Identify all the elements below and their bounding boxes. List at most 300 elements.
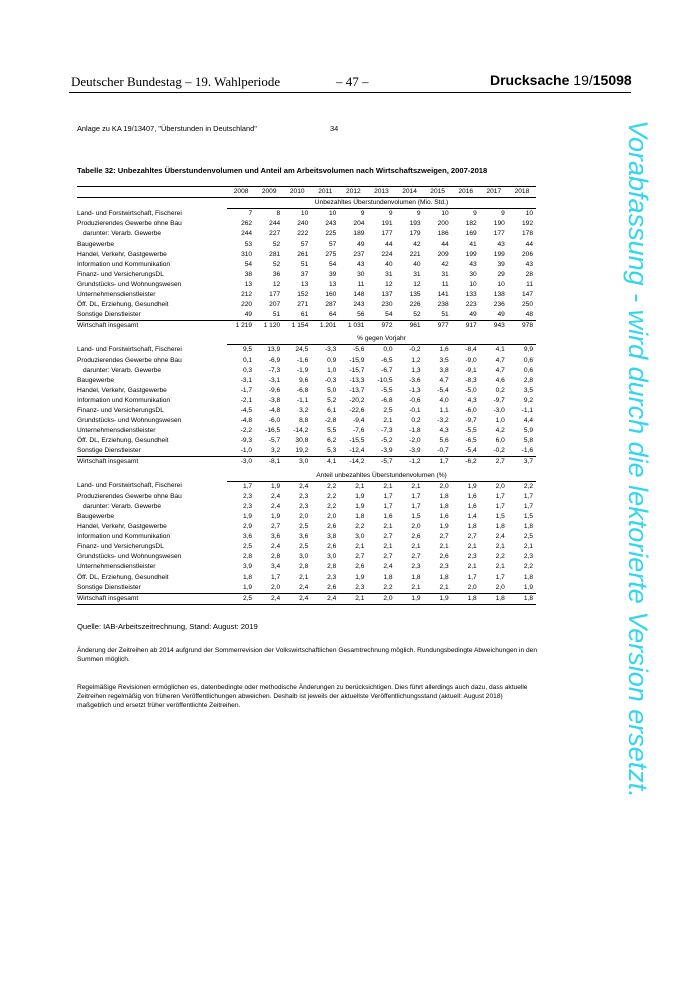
value-cell: 1,0 [327, 366, 337, 374]
row-label: Sonstige Dienstleister [77, 583, 141, 591]
value-cell: -5,5 [381, 386, 393, 394]
row-label: Information und Kommunikation [77, 533, 171, 541]
value-cell: 40 [413, 260, 421, 268]
value-cell: -6,7 [381, 366, 393, 374]
table-row [77, 270, 536, 280]
value-cell: 1,8 [411, 573, 421, 581]
value-cell: -7,3 [381, 427, 393, 435]
value-cell: 182 [465, 220, 477, 228]
value-cell: 19,2 [295, 447, 309, 455]
row-label: Unternehmensdienstleister [77, 563, 156, 571]
value-cell: 4,3 [439, 427, 449, 435]
value-cell: 2,2 [383, 583, 393, 591]
value-cell: 2,1 [299, 573, 309, 581]
value-cell: 9,5 [242, 346, 253, 354]
value-cell: 43 [469, 260, 477, 268]
table-row [77, 239, 536, 249]
row-label: Wirtschaft insgesamt [77, 321, 227, 332]
table-row [77, 446, 536, 457]
value-cell: 4,7 [495, 356, 505, 364]
row-label: Produzierendes Gewerbe ohne Bau [77, 356, 182, 364]
value-cell: 2,2 [327, 482, 337, 490]
value-cell: 1,7 [495, 502, 505, 510]
value-cell: 56 [357, 311, 365, 319]
value-cell: 5,0 [327, 386, 337, 394]
value-cell: 31 [413, 270, 421, 278]
value-cell: -2,1 [240, 396, 253, 404]
value-cell: -1,1 [296, 396, 309, 404]
value-cell: 1,7 [383, 492, 393, 500]
value-cell: 4,6 [495, 376, 505, 384]
value-cell: 243 [353, 301, 365, 309]
value-cell: 2,1 [467, 543, 477, 551]
value-cell: 1 031 [339, 321, 367, 332]
value-cell: 1,9 [439, 523, 449, 531]
value-cell: 1,9 [355, 573, 365, 581]
value-cell: 137 [381, 290, 393, 298]
value-cell: 225 [325, 230, 337, 238]
value-cell: 1,8 [523, 573, 533, 581]
value-cell: 206 [521, 250, 533, 258]
value-cell: 2,3 [355, 583, 365, 591]
value-cell: -6,0 [465, 407, 477, 415]
row-label: darunter: Verarb. Gewerbe [83, 230, 162, 238]
value-cell: 237 [353, 250, 365, 258]
value-cell: 36 [272, 270, 281, 278]
value-cell: 6,0 [495, 437, 505, 445]
value-cell: 135 [409, 290, 421, 298]
table-row [77, 300, 536, 310]
section-heading: Unbezahltes Überstundenvolumen (Mio. Std.) [227, 198, 536, 209]
value-cell: 2,1 [339, 593, 367, 604]
value-cell: 1,2 [411, 356, 421, 364]
value-cell: 1,9 [242, 583, 253, 591]
value-cell: 223 [465, 301, 477, 309]
value-cell: 28 [525, 270, 533, 278]
value-cell: 287 [325, 301, 337, 309]
row-label: Baugewerbe [77, 512, 115, 520]
value-cell: -3,1 [240, 376, 253, 384]
value-cell: 0,2 [411, 417, 421, 425]
value-cell: 2,3 [327, 573, 337, 581]
value-cell: 2,7 [383, 533, 393, 541]
value-cell: 1,7 [523, 492, 533, 500]
value-cell: 972 [367, 321, 395, 332]
value-cell: 31 [441, 270, 449, 278]
value-cell: 1,8 [480, 593, 508, 604]
value-cell: 191 [381, 220, 393, 228]
value-cell: 2,8 [523, 376, 533, 384]
value-cell: 2,7 [383, 553, 393, 561]
value-cell: 2,7 [411, 553, 421, 561]
value-cell: 224 [381, 250, 393, 258]
value-cell: 1,9 [467, 482, 477, 490]
row-label: Land- und Forstwirtschaft, Fischerei [77, 346, 182, 354]
value-cell: 49 [244, 311, 253, 319]
value-cell: 2,1 [495, 543, 505, 551]
table-row [77, 290, 536, 300]
value-cell: -3,2 [437, 417, 449, 425]
header-label-cell [77, 187, 227, 198]
table-row [77, 219, 536, 229]
value-cell: -20,2 [349, 396, 365, 404]
value-cell: 271 [297, 301, 309, 309]
table-row [77, 532, 536, 542]
value-cell: 44 [385, 240, 393, 248]
year-header: 2010 [283, 187, 311, 198]
value-cell: -15,7 [349, 366, 365, 374]
section-heading-row [77, 198, 536, 209]
value-cell: 236 [493, 301, 505, 309]
value-cell: 2,2 [495, 553, 505, 561]
row-label: Grundstücks- und Wohnungswesen [77, 553, 182, 561]
value-cell: 3,6 [299, 533, 309, 541]
value-cell: 238 [437, 301, 449, 309]
value-cell: 49 [357, 240, 365, 248]
value-cell: 2,3 [242, 492, 253, 500]
value-cell: 192 [521, 220, 533, 228]
value-cell: -9,1 [465, 366, 477, 374]
section-heading-spacer [77, 471, 227, 482]
table-row [77, 376, 536, 386]
header-doc-number-a: 19/ [569, 72, 593, 88]
value-cell: 54 [244, 260, 253, 268]
footnote-revision: Änderung der Zeitreihen ab 2014 aufgrund der Sommerrevision der Volkswirtschaftlichen Gesamtrechnung möglich. Rundungsbedingte Abweichungen in den Summen möglich. [77, 647, 538, 663]
value-cell: -14,2 [339, 457, 367, 468]
row-label: Finanz- und VersicherungsDL [77, 407, 164, 415]
value-cell: 3,0 [327, 553, 337, 561]
value-cell: -3,0 [227, 457, 255, 468]
value-cell: 4,0 [439, 396, 449, 404]
year-header: 2008 [227, 187, 255, 198]
table-row [77, 386, 536, 396]
value-cell: 189 [353, 230, 365, 238]
value-cell: 1,6 [467, 492, 477, 500]
value-cell: 2,2 [523, 482, 533, 490]
value-cell: -9,3 [240, 437, 253, 445]
header-divider [69, 92, 631, 93]
value-cell: 10 [441, 210, 449, 218]
value-cell: -0,3 [324, 376, 337, 384]
value-cell: 2,5 [242, 543, 253, 551]
value-cell: 6,2 [327, 437, 337, 445]
value-cell: 54 [385, 311, 393, 319]
value-cell: 3,0 [283, 457, 311, 468]
value-cell: 222 [297, 230, 309, 238]
value-cell: 2,2 [523, 563, 533, 571]
value-cell: 152 [297, 290, 309, 298]
row-label: Unternehmensdienstleister [77, 427, 156, 435]
footnote-revisions-policy: Regelmäßige Revisionen ermöglichen es, datenbedingte oder methodische Änderungen zu berücksichtigen. Dies führt allerdings auch dazu, dass aktuelle Zeitreihen regelmäßig von früheren Veröffentlichungen abweichen. Deshalb ist jeweils der aktuellste Veröffentlichungsstand (aktuell: August 2018) maßgeblich und ersetzt früher veröffentlichte Zeitreihen. [77, 684, 528, 709]
value-cell: 1,8 [508, 593, 536, 604]
value-cell: 0,6 [523, 366, 533, 374]
value-cell: 3,5 [439, 356, 449, 364]
value-cell: 1,7 [523, 502, 533, 510]
value-cell: -4,8 [268, 407, 281, 415]
value-cell: 39 [497, 260, 505, 268]
value-cell: 227 [269, 230, 281, 238]
value-cell: 30 [469, 270, 477, 278]
value-cell: -5,7 [268, 437, 281, 445]
value-cell: 200 [437, 220, 449, 228]
value-cell: 10 [525, 210, 533, 218]
value-cell: 4,3 [467, 396, 477, 404]
table-title: Tabelle 32: Unbezahltes Überstundenvolumen und Anteil am Arbeitsvolumen nach Wirtschaftszweigen, 2007-2018 [77, 166, 488, 175]
value-cell: -4,5 [240, 407, 253, 415]
value-cell: 2,6 [355, 563, 365, 571]
value-cell: -3,3 [324, 346, 337, 354]
value-cell: -2,8 [324, 417, 337, 425]
value-cell: 3,6 [242, 533, 253, 541]
value-cell: 186 [437, 230, 449, 238]
value-cell: 1,9 [242, 512, 253, 520]
value-cell: 40 [385, 260, 393, 268]
table-row [77, 562, 536, 572]
value-cell: 1.201 [311, 321, 339, 332]
value-cell: -1,2 [396, 457, 424, 468]
value-cell: 1,8 [452, 593, 480, 604]
value-cell: 2,2 [327, 502, 337, 510]
value-cell: 2,1 [383, 543, 393, 551]
section-heading-row [77, 471, 536, 482]
value-cell: 1,6 [439, 346, 449, 354]
value-cell: 2,1 [495, 563, 505, 571]
value-cell: 212 [241, 290, 253, 298]
value-cell: 230 [381, 301, 393, 309]
value-cell: 3,2 [299, 407, 309, 415]
value-cell: 204 [353, 220, 365, 228]
row-label: Land- und Forstwirtschaft, Fischerei [77, 482, 182, 490]
value-cell: 2,7 [271, 523, 281, 531]
value-cell: 52 [413, 311, 421, 319]
value-cell: 54 [329, 260, 337, 268]
value-cell: 0,1 [242, 356, 253, 364]
value-cell: 1,4 [467, 512, 477, 520]
table-row [77, 502, 536, 512]
row-label: Grundstücks- und Wohnungswesen [77, 280, 182, 288]
value-cell: 9,9 [523, 346, 533, 354]
value-cell: 2,0 [327, 512, 337, 520]
value-cell: 2,1 [411, 543, 421, 551]
row-label: Öff. DL, Erziehung, Gesundheit [77, 437, 169, 445]
value-cell: 2,1 [523, 543, 533, 551]
value-cell: -5,6 [353, 346, 365, 354]
value-cell: 4,2 [495, 427, 505, 435]
value-cell: -9,0 [465, 356, 477, 364]
value-cell: 281 [269, 250, 281, 258]
section-heading-spacer [77, 334, 227, 345]
value-cell: 160 [325, 290, 337, 298]
table-row [77, 481, 536, 492]
value-cell: -16,5 [265, 427, 281, 435]
value-cell: 138 [493, 290, 505, 298]
value-cell: 10 [329, 210, 337, 218]
value-cell: 2,4 [383, 563, 393, 571]
table-row [77, 321, 536, 332]
row-label: Land- und Forstwirtschaft, Fischerei [77, 209, 182, 217]
value-cell: 2,0 [299, 512, 309, 520]
value-cell: -9,7 [465, 417, 477, 425]
table-row [77, 260, 536, 270]
value-cell: 11 [441, 280, 449, 288]
value-cell: 52 [272, 240, 281, 248]
year-header: 2013 [367, 187, 395, 198]
table-row [77, 356, 536, 366]
value-cell: 13 [244, 280, 253, 288]
value-cell: 1,9 [523, 583, 533, 591]
value-cell: 177 [493, 230, 505, 238]
value-cell: -15,5 [349, 437, 365, 445]
year-header: 2018 [508, 187, 536, 198]
value-cell: 61 [300, 311, 309, 319]
row-label: Produzierendes Gewerbe ohne Bau [77, 220, 182, 228]
value-cell: 917 [452, 321, 480, 332]
value-cell: 42 [441, 260, 449, 268]
year-header: 2016 [452, 187, 480, 198]
value-cell: -3,1 [268, 376, 281, 384]
value-cell: 3,5 [523, 386, 533, 394]
value-cell: 1,9 [355, 492, 365, 500]
value-cell: 1,8 [495, 523, 505, 531]
table-row [77, 406, 536, 416]
value-cell: -0,2 [493, 447, 505, 455]
value-cell: 53 [244, 240, 253, 248]
value-cell: -9,4 [353, 417, 365, 425]
value-cell: 2,8 [299, 563, 309, 571]
year-header: 2012 [339, 187, 367, 198]
value-cell: -6,8 [381, 396, 393, 404]
value-cell: -6,5 [465, 437, 477, 445]
value-cell: 57 [329, 240, 337, 248]
value-cell: 2,1 [439, 543, 449, 551]
value-cell: 1,8 [439, 492, 449, 500]
value-cell: -9,6 [268, 386, 281, 394]
value-cell: 1,8 [355, 512, 365, 520]
row-label: Finanz- und VersicherungsDL [77, 543, 164, 551]
value-cell: 2,3 [411, 563, 421, 571]
annex-page-number: 34 [330, 124, 339, 133]
value-cell: 1,1 [439, 407, 449, 415]
value-cell: 1,7 [271, 573, 281, 581]
value-cell: -13,3 [349, 376, 365, 384]
value-cell: 5,8 [523, 437, 533, 445]
value-cell: 2,5 [523, 533, 533, 541]
value-cell: 2,2 [327, 492, 337, 500]
value-cell: 2,1 [383, 523, 393, 531]
value-cell: -3,9 [381, 447, 393, 455]
value-cell: -22,6 [349, 407, 365, 415]
value-cell: 240 [297, 220, 309, 228]
value-cell: 7 [248, 210, 253, 218]
value-cell: 49 [497, 311, 505, 319]
value-cell: 2,3 [467, 553, 477, 561]
value-cell: 12 [385, 280, 393, 288]
value-cell: 2,0 [271, 583, 281, 591]
value-cell: 244 [269, 220, 281, 228]
value-cell: 41 [469, 240, 477, 248]
value-cell: 2,1 [355, 482, 365, 490]
value-cell: 0,9 [327, 356, 337, 364]
value-cell: 961 [396, 321, 424, 332]
value-cell: 179 [409, 230, 421, 238]
value-cell: 57 [300, 240, 309, 248]
value-cell: 2,0 [495, 482, 505, 490]
value-cell: 11 [526, 280, 533, 288]
value-cell: -5,4 [437, 386, 449, 394]
row-label: Handel, Verkehr, Gastgewerbe [77, 386, 167, 394]
value-cell: 190 [493, 220, 505, 228]
value-cell: 2,6 [327, 583, 337, 591]
value-cell: 2,4 [299, 583, 309, 591]
value-cell: 1 154 [283, 321, 311, 332]
section-heading: Anteil unbezahltes Überstundenvolumen (%) [227, 471, 536, 482]
value-cell: 10 [300, 210, 309, 218]
value-cell: 275 [325, 250, 337, 258]
value-cell: -1,9 [296, 366, 309, 374]
value-cell: 10 [469, 280, 477, 288]
data-table-container [77, 186, 536, 605]
value-cell: -10,5 [377, 376, 393, 384]
value-cell: 1,3 [411, 366, 421, 374]
value-cell: 2,7 [467, 533, 477, 541]
value-cell: 12 [413, 280, 421, 288]
value-cell: 2,4 [299, 482, 309, 490]
value-cell: 11 [357, 280, 365, 288]
value-cell: -2,2 [240, 427, 253, 435]
value-cell: 178 [521, 230, 533, 238]
value-cell: 9 [501, 210, 505, 218]
value-cell: 51 [300, 260, 309, 268]
value-cell: 2,6 [327, 523, 337, 531]
value-cell: 243 [325, 220, 337, 228]
value-cell: 2,2 [355, 523, 365, 531]
value-cell: 8 [276, 210, 281, 218]
value-cell: -6,9 [268, 356, 281, 364]
value-cell: 4,1 [311, 457, 339, 468]
value-cell: 2,9 [242, 523, 253, 531]
value-cell: 13,9 [267, 346, 281, 354]
value-cell: 5,9 [523, 427, 533, 435]
value-cell: -0,2 [409, 346, 421, 354]
value-cell: 43 [525, 260, 533, 268]
value-cell: 199 [465, 250, 477, 258]
row-label: Wirtschaft insgesamt [77, 593, 227, 604]
value-cell: 4,1 [495, 346, 505, 354]
value-cell: 147 [521, 290, 533, 298]
table-row [77, 229, 536, 239]
value-cell: 2,4 [271, 492, 281, 500]
value-cell: 250 [521, 301, 533, 309]
value-cell: 2,7 [480, 457, 508, 468]
value-cell: 52 [272, 260, 281, 268]
value-cell: 1,7 [411, 492, 421, 500]
value-cell: 2,1 [355, 543, 365, 551]
value-cell: -5,2 [381, 437, 393, 445]
header-doc-number-b: 15098 [592, 72, 632, 88]
row-label: Unternehmensdienstleister [77, 290, 156, 298]
value-cell: -5,0 [465, 386, 477, 394]
annex-reference: Anlage zu KA 19/13407, "Überstunden in Deutschland" [77, 124, 257, 133]
value-cell: 2,0 [411, 523, 421, 531]
value-cell: 39 [329, 270, 337, 278]
row-label: Handel, Verkehr, Gastgewerbe [77, 523, 167, 531]
value-cell: 221 [409, 250, 421, 258]
table-source: Quelle: IAB-Arbeitszeitrechnung, Stand: August: 2019 [77, 622, 258, 631]
table-row [77, 366, 536, 376]
value-cell: 1,7 [411, 502, 421, 510]
value-cell: 1,9 [396, 593, 424, 604]
value-cell: 49 [469, 311, 477, 319]
